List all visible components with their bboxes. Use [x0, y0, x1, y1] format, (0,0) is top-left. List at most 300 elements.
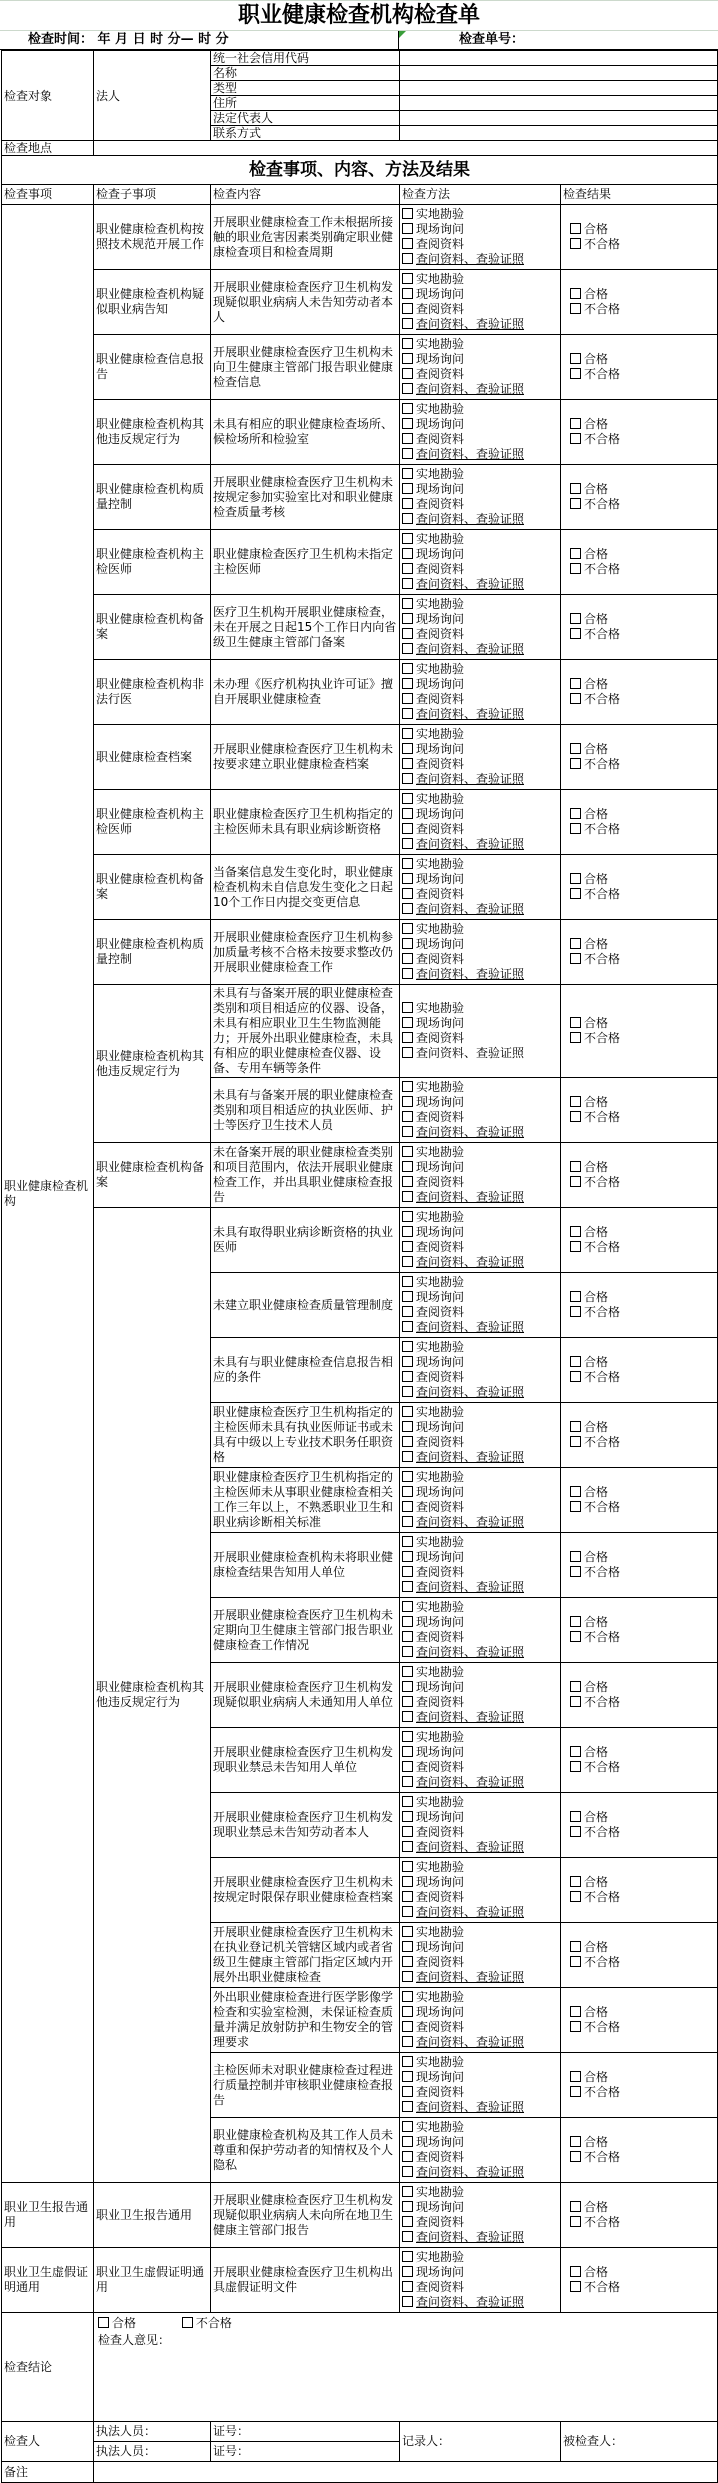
result-label: 合格 [584, 1225, 609, 1239]
methods-cell [400, 1273, 561, 1338]
subitem-cell: 职业健康检查机构备案 [94, 1143, 211, 1208]
method-option [402, 1970, 558, 1985]
method-label: 查阅资料 [416, 1500, 465, 1514]
method-checkbox[interactable] [402, 1551, 413, 1562]
method-label: 实地勘验 [416, 337, 465, 351]
method-checkbox[interactable] [402, 613, 413, 624]
method-checkbox[interactable] [402, 1471, 413, 1482]
method-checkbox[interactable] [402, 1176, 413, 1187]
method-option [402, 1645, 558, 1660]
method-checkbox[interactable] [402, 1516, 413, 1527]
method-checkbox[interactable] [402, 1096, 413, 1107]
result-option [570, 1435, 715, 1450]
result-checkbox[interactable] [570, 628, 581, 639]
result-checkbox[interactable] [570, 1161, 581, 1172]
method-label: 现场询问 [416, 1225, 465, 1239]
inspection-row [2, 400, 718, 465]
result-option [570, 237, 715, 252]
method-checkbox[interactable] [402, 598, 413, 609]
method-checkbox[interactable] [402, 448, 413, 459]
result-label: 不合格 [584, 497, 621, 511]
method-checkbox[interactable] [402, 1941, 413, 1952]
method-label: 查阅资料 [416, 1630, 465, 1644]
method-checkbox[interactable] [402, 1746, 413, 1757]
content-cell: 职业健康检查机构及其工作人员未尊重和保护劳动者的知情权及个人隐私 [211, 2118, 400, 2183]
method-checkbox[interactable] [402, 418, 413, 429]
result-option [570, 757, 715, 772]
field-label: 类型 [211, 81, 400, 96]
method-checkbox[interactable] [402, 498, 413, 509]
method-checkbox[interactable] [402, 1796, 413, 1807]
result-option [570, 1630, 715, 1645]
result-checkbox[interactable] [570, 1696, 581, 1707]
method-checkbox[interactable] [402, 223, 413, 234]
method-checkbox[interactable] [402, 1666, 413, 1677]
method-checkbox[interactable] [402, 483, 413, 494]
result-checkbox[interactable] [570, 1371, 581, 1382]
recorder-cell[interactable]: 记录人： [400, 2422, 561, 2462]
method-checkbox[interactable] [402, 1536, 413, 1547]
method-checkbox[interactable] [402, 903, 413, 914]
method-checkbox[interactable] [402, 2201, 413, 2212]
method-checkbox[interactable] [402, 923, 413, 934]
result-checkbox[interactable] [570, 418, 581, 429]
inspection-row [2, 270, 718, 335]
result-label: 合格 [584, 2135, 609, 2149]
method-option [402, 547, 558, 562]
method-checkbox[interactable] [402, 1191, 413, 1202]
method-checkbox[interactable] [402, 1406, 413, 1417]
result-checkbox[interactable] [570, 758, 581, 769]
method-checkbox[interactable] [402, 1356, 413, 1367]
method-checkbox[interactable] [402, 1276, 413, 1287]
method-option [402, 1810, 558, 1825]
result-checkbox[interactable] [570, 1566, 581, 1577]
method-checkbox[interactable] [402, 1681, 413, 1692]
method-checkbox[interactable] [402, 1306, 413, 1317]
result-checkbox[interactable] [570, 743, 581, 754]
field-value-cell[interactable] [400, 81, 718, 96]
method-checkbox[interactable] [402, 1646, 413, 1657]
method-option [402, 772, 558, 787]
result-option [570, 417, 715, 432]
method-checkbox[interactable] [402, 1002, 413, 1013]
method-checkbox[interactable] [402, 858, 413, 869]
conclusion-row [2, 2313, 718, 2422]
method-checkbox[interactable] [402, 1731, 413, 1742]
result-label: 不合格 [584, 2085, 621, 2099]
result-checkbox[interactable] [570, 953, 581, 964]
result-checkbox[interactable] [570, 563, 581, 574]
result-checkbox[interactable] [570, 1032, 581, 1043]
method-checkbox[interactable] [402, 318, 413, 329]
method-checkbox[interactable] [402, 1956, 413, 1967]
method-checkbox[interactable] [402, 1241, 413, 1252]
method-label: 查问资料、查验证照 [416, 2165, 525, 2179]
method-checkbox[interactable] [402, 1017, 413, 1028]
method-option [402, 1016, 558, 1031]
method-checkbox[interactable] [402, 1386, 413, 1397]
method-checkbox[interactable] [402, 1226, 413, 1237]
method-checkbox[interactable] [402, 1906, 413, 1917]
method-checkbox[interactable] [402, 1566, 413, 1577]
location-value-cell[interactable] [94, 141, 718, 156]
method-checkbox[interactable] [402, 2071, 413, 2082]
method-checkbox[interactable] [402, 533, 413, 544]
field-value-cell[interactable] [400, 51, 718, 66]
method-label: 查阅资料 [416, 497, 465, 511]
method-checkbox[interactable] [402, 2021, 413, 2032]
method-option [402, 1095, 558, 1110]
result-checkbox[interactable] [570, 1111, 581, 1122]
result-checkbox[interactable] [570, 1486, 581, 1497]
result-checkbox[interactable] [570, 2086, 581, 2097]
method-checkbox[interactable] [402, 1321, 413, 1332]
method-label: 现场询问 [416, 807, 465, 821]
sheet-number-cell[interactable] [398, 31, 718, 49]
method-label: 现场询问 [416, 1095, 465, 1109]
subitem-cell: 职业健康检查机构其他违反规定行为 [94, 1208, 211, 2183]
method-checkbox[interactable] [402, 1761, 413, 1772]
result-checkbox[interactable] [570, 1941, 581, 1952]
result-checkbox[interactable] [570, 873, 581, 884]
method-checkbox[interactable] [402, 2281, 413, 2292]
result-option [570, 1016, 715, 1031]
method-checkbox[interactable] [402, 1081, 413, 1092]
method-checkbox[interactable] [402, 1581, 413, 1592]
form-table [1, 50, 718, 2483]
method-checkbox[interactable] [402, 1421, 413, 1432]
method-checkbox[interactable] [402, 2036, 413, 2047]
result-checkbox[interactable] [570, 2151, 581, 2162]
method-option [402, 2185, 558, 2200]
officer-name-cell[interactable]: 执法人员： [94, 2422, 211, 2442]
method-checkbox[interactable] [402, 383, 413, 394]
method-option [402, 497, 558, 512]
result-checkbox[interactable] [570, 353, 581, 364]
method-checkbox[interactable] [402, 2136, 413, 2147]
method-option [402, 1760, 558, 1775]
result-checkbox[interactable] [570, 1891, 581, 1902]
result-label: 不合格 [584, 887, 621, 901]
method-checkbox[interactable] [402, 513, 413, 524]
method-option [402, 1550, 558, 1565]
method-checkbox[interactable] [402, 838, 413, 849]
method-checkbox[interactable] [402, 1032, 413, 1043]
method-checkbox[interactable] [402, 1341, 413, 1352]
method-checkbox[interactable] [402, 808, 413, 819]
method-checkbox[interactable] [402, 773, 413, 784]
method-checkbox[interactable] [402, 353, 413, 364]
result-cell [561, 595, 718, 660]
result-checkbox[interactable] [570, 238, 581, 249]
method-checkbox[interactable] [402, 1291, 413, 1302]
method-checkbox[interactable] [402, 1436, 413, 1447]
result-label: 合格 [584, 2265, 609, 2279]
method-checkbox[interactable] [402, 1776, 413, 1787]
method-checkbox[interactable] [402, 1501, 413, 1512]
method-checkbox[interactable] [402, 1371, 413, 1382]
methods-cell [400, 270, 561, 335]
result-cell [561, 400, 718, 465]
method-checkbox[interactable] [402, 1826, 413, 1837]
method-checkbox[interactable] [402, 1991, 413, 2002]
method-checkbox[interactable] [402, 1451, 413, 1462]
result-checkbox[interactable] [570, 1811, 581, 1822]
method-checkbox[interactable] [402, 273, 413, 284]
result-option [570, 952, 715, 967]
result-checkbox[interactable] [570, 1551, 581, 1562]
method-checkbox[interactable] [402, 2251, 413, 2262]
method-checkbox[interactable] [402, 238, 413, 249]
result-checkbox[interactable] [570, 678, 581, 689]
result-option [570, 367, 715, 382]
method-checkbox[interactable] [402, 678, 413, 689]
result-label: 合格 [584, 2200, 609, 2214]
method-label: 现场询问 [416, 1745, 465, 1759]
result-checkbox[interactable] [570, 1956, 581, 1967]
result-checkbox[interactable] [570, 1017, 581, 1028]
method-checkbox[interactable] [402, 1861, 413, 1872]
result-checkbox[interactable] [570, 1241, 581, 1252]
result-checkbox[interactable] [570, 1421, 581, 1432]
fail-checkbox[interactable] [182, 2317, 193, 2328]
field-value-cell[interactable] [400, 126, 718, 141]
method-label: 查问资料、查验证照 [416, 2295, 525, 2309]
method-option [402, 1275, 558, 1290]
field-value-cell[interactable] [400, 96, 718, 111]
method-checkbox[interactable] [402, 728, 413, 739]
method-checkbox[interactable] [402, 1696, 413, 1707]
result-checkbox[interactable] [570, 823, 581, 834]
methods-cell [400, 530, 561, 595]
method-checkbox[interactable] [402, 643, 413, 654]
method-checkbox[interactable] [402, 743, 413, 754]
method-checkbox[interactable] [402, 1256, 413, 1267]
result-checkbox[interactable] [570, 938, 581, 949]
method-checkbox[interactable] [402, 403, 413, 414]
result-checkbox[interactable] [570, 1176, 581, 1187]
method-checkbox[interactable] [402, 2266, 413, 2277]
result-option [570, 677, 715, 692]
result-checkbox[interactable] [570, 1631, 581, 1642]
method-option [402, 1600, 558, 1615]
method-checkbox[interactable] [402, 288, 413, 299]
content-cell: 开展职业健康检查医疗卫生机构发现职业禁忌未告知用人单位 [211, 1728, 400, 1793]
officer-name-cell[interactable]: 执法人员： [94, 2442, 211, 2462]
result-checkbox[interactable] [570, 433, 581, 444]
method-option [402, 1110, 558, 1125]
result-checkbox[interactable] [570, 1761, 581, 1772]
method-option [402, 337, 558, 352]
result-option [570, 1940, 715, 1955]
method-checkbox[interactable] [402, 208, 413, 219]
remark-value-cell[interactable] [94, 2462, 718, 2483]
method-label: 实地勘验 [416, 1210, 465, 1224]
method-checkbox[interactable] [402, 953, 413, 964]
officer-cert-cell[interactable]: 证号： [211, 2422, 400, 2442]
result-checkbox[interactable] [570, 1356, 581, 1367]
result-checkbox[interactable] [570, 483, 581, 494]
result-checkbox[interactable] [570, 1096, 581, 1107]
method-option [402, 562, 558, 577]
method-label: 现场询问 [416, 1160, 465, 1174]
result-option [570, 742, 715, 757]
method-label: 查问资料、查验证照 [416, 1320, 525, 1334]
field-value-cell[interactable] [400, 111, 718, 126]
result-checkbox[interactable] [570, 2021, 581, 2032]
method-checkbox[interactable] [402, 338, 413, 349]
result-checkbox[interactable] [570, 498, 581, 509]
method-checkbox[interactable] [402, 1616, 413, 1627]
method-checkbox[interactable] [402, 1631, 413, 1642]
result-checkbox[interactable] [570, 1681, 581, 1692]
method-checkbox[interactable] [402, 578, 413, 589]
result-checkbox[interactable] [570, 2216, 581, 2227]
result-checkbox[interactable] [570, 1436, 581, 1447]
method-checkbox[interactable] [402, 368, 413, 379]
method-label: 查问资料、查验证照 [416, 1255, 525, 1269]
method-checkbox[interactable] [402, 1891, 413, 1902]
method-checkbox[interactable] [402, 1047, 413, 1058]
officer-cert-cell[interactable]: 证号： [211, 2442, 400, 2462]
method-checkbox[interactable] [402, 968, 413, 979]
method-option [402, 2150, 558, 2165]
result-checkbox[interactable] [570, 693, 581, 704]
result-checkbox[interactable] [570, 2006, 581, 2017]
method-checkbox[interactable] [402, 2101, 413, 2112]
result-label: 不合格 [584, 432, 621, 446]
result-checkbox[interactable] [570, 1501, 581, 1512]
method-checkbox[interactable] [402, 303, 413, 314]
method-checkbox[interactable] [402, 1211, 413, 1222]
method-checkbox[interactable] [402, 2231, 413, 2242]
result-checkbox[interactable] [570, 1746, 581, 1757]
result-checkbox[interactable] [570, 548, 581, 559]
method-checkbox[interactable] [402, 548, 413, 559]
method-checkbox[interactable] [402, 2216, 413, 2227]
result-checkbox[interactable] [570, 1876, 581, 1887]
method-checkbox[interactable] [402, 693, 413, 704]
result-checkbox[interactable] [570, 1826, 581, 1837]
method-checkbox[interactable] [402, 2186, 413, 2197]
conclusion-cell[interactable] [94, 2313, 718, 2422]
result-checkbox[interactable] [570, 2071, 581, 2082]
method-option [402, 807, 558, 822]
result-checkbox[interactable] [570, 808, 581, 819]
methods-cell [400, 2183, 561, 2248]
method-checkbox[interactable] [402, 433, 413, 444]
method-checkbox[interactable] [402, 1161, 413, 1172]
method-checkbox[interactable] [402, 663, 413, 674]
method-checkbox[interactable] [402, 468, 413, 479]
method-checkbox[interactable] [402, 708, 413, 719]
method-checkbox[interactable] [402, 1876, 413, 1887]
method-label: 现场询问 [416, 1355, 465, 1369]
result-checkbox[interactable] [570, 1616, 581, 1627]
method-checkbox[interactable] [402, 1926, 413, 1937]
method-checkbox[interactable] [402, 888, 413, 899]
method-label: 查阅资料 [416, 1825, 465, 1839]
method-checkbox[interactable] [402, 2166, 413, 2177]
method-checkbox[interactable] [402, 1711, 413, 1722]
column-header-row [2, 185, 718, 205]
result-checkbox[interactable] [570, 888, 581, 899]
result-label: 合格 [584, 222, 609, 236]
method-checkbox[interactable] [402, 563, 413, 574]
method-checkbox[interactable] [402, 823, 413, 834]
result-cell [561, 205, 718, 270]
method-checkbox[interactable] [402, 2151, 413, 2162]
method-checkbox[interactable] [402, 628, 413, 639]
result-label: 不合格 [584, 1435, 621, 1449]
method-checkbox[interactable] [402, 1486, 413, 1497]
method-checkbox[interactable] [402, 2296, 413, 2307]
result-checkbox[interactable] [570, 2136, 581, 2147]
result-option [570, 2150, 715, 2165]
inspected-person-cell[interactable]: 被检查人： [561, 2422, 718, 2462]
method-checkbox[interactable] [402, 1841, 413, 1852]
result-checkbox[interactable] [570, 2201, 581, 2212]
result-checkbox[interactable] [570, 2266, 581, 2277]
method-label: 查问资料、查验证照 [416, 1450, 525, 1464]
result-cell [561, 985, 718, 1078]
method-label: 查阅资料 [416, 1240, 465, 1254]
method-checkbox[interactable] [402, 2121, 413, 2132]
result-checkbox[interactable] [570, 303, 581, 314]
result-label: 合格 [584, 677, 609, 691]
method-label: 现场询问 [416, 1550, 465, 1564]
methods-cell [400, 400, 561, 465]
pass-checkbox[interactable] [98, 2317, 109, 2328]
method-checkbox[interactable] [402, 1126, 413, 1137]
method-label: 现场询问 [416, 1290, 465, 1304]
method-checkbox[interactable] [402, 1811, 413, 1822]
method-checkbox[interactable] [402, 2056, 413, 2067]
field-value-cell[interactable] [400, 66, 718, 81]
method-option [402, 1385, 558, 1400]
method-checkbox[interactable] [402, 1111, 413, 1122]
result-checkbox[interactable] [570, 1306, 581, 1317]
inspection-row [2, 530, 718, 595]
method-checkbox[interactable] [402, 758, 413, 769]
method-checkbox[interactable] [402, 253, 413, 264]
result-checkbox[interactable] [570, 1226, 581, 1237]
result-checkbox[interactable] [570, 2281, 581, 2292]
result-checkbox[interactable] [570, 223, 581, 234]
method-checkbox[interactable] [402, 873, 413, 884]
method-checkbox[interactable] [402, 1146, 413, 1157]
method-checkbox[interactable] [402, 793, 413, 804]
method-label: 实地勘验 [416, 2055, 465, 2069]
result-checkbox[interactable] [570, 1291, 581, 1302]
result-cell [561, 1143, 718, 1208]
result-checkbox[interactable] [570, 613, 581, 624]
method-option [402, 642, 558, 657]
method-label: 查问资料、查验证照 [416, 1580, 525, 1594]
method-checkbox[interactable] [402, 1601, 413, 1612]
method-checkbox[interactable] [402, 2086, 413, 2097]
method-option [402, 1405, 558, 1420]
method-checkbox[interactable] [402, 2006, 413, 2017]
subitem-cell: 职业健康检查机构其他违反规定行为 [94, 400, 211, 465]
result-checkbox[interactable] [570, 288, 581, 299]
method-checkbox[interactable] [402, 1971, 413, 1982]
method-checkbox[interactable] [402, 938, 413, 949]
method-option [402, 1290, 558, 1305]
result-checkbox[interactable] [570, 368, 581, 379]
method-option [402, 532, 558, 547]
